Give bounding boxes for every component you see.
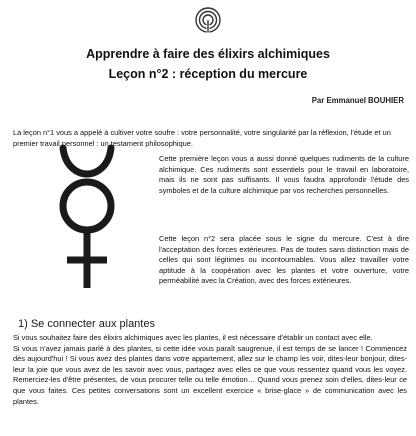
body-paragraph: Si vous souhaitez faire des élixirs alchimiques avec les plantes, il est nécessaire d'établir un contact avec elle. [13, 333, 373, 342]
concentric-circles-logo-icon [194, 6, 222, 34]
column-paragraph-1: Cette première leçon vous a aussi donné quelques rudiments de la culture alchimique. Ces rudiments sont essentiels pour le travail en laboratoire, mais ils ne sont pas suffisants. Il vous faudra approfondir l'étude des symboles et de la culture alchimique par vos recherches personnelles. [159, 154, 409, 195]
document-title-line1: Apprendre à faire des élixirs alchimiques [86, 47, 330, 61]
intro-paragraph: La leçon n°1 vous a appelé à cultiver votre soufre : votre personnalité, votre singularité par la réflexion, l'étude et un premier travail personnel : un testament philosophique. [13, 128, 391, 148]
author-byline: Par Emmanuel BOUHIER [311, 96, 404, 105]
section-body [13, 333, 407, 407]
document-title-line2: Leçon n°2 : réception du mercure [108, 67, 308, 81]
body-paragraph: Si vous n'avez jamais parlé à des plantes, si cette idée vous paraît saugrenue, il est temps de se lancer ! Commencez dès aujourd'hui ! Si vous avez des plantes dans votre appartement, allez sur le champ les voir, dites-leur bonjour, dites-leur la joie que vous avez de les savoir avec vous, partagez avec elles ce que vous ressentez quand vous les voyez. Remerciez-les d'être présentes, de vous procurer telle ou telle émotion… Quand vous prenez soin d'elles, dites-leur ce que vous faites. Ces petites conversations sont un excellent exercice « brise-glace » de communication avec les plantes. [13, 343, 407, 406]
section-heading: 1) Se connecter aux plantes [18, 318, 155, 330]
column-paragraph-2: Cette leçon n°2 sera placée sous le signe du mercure. C'est à dire l'acceptation des forces extérieures. Pas de toutes sans distinction mais de celles qui sont légitimes ou incontournables. Vous allez travailler votre aptitude à la coopération avec les plantes et votre ouverture, votre perméabilité avec la Création, avec des forces extérieures. [159, 234, 409, 286]
mercury-symbol-icon [55, 144, 119, 292]
